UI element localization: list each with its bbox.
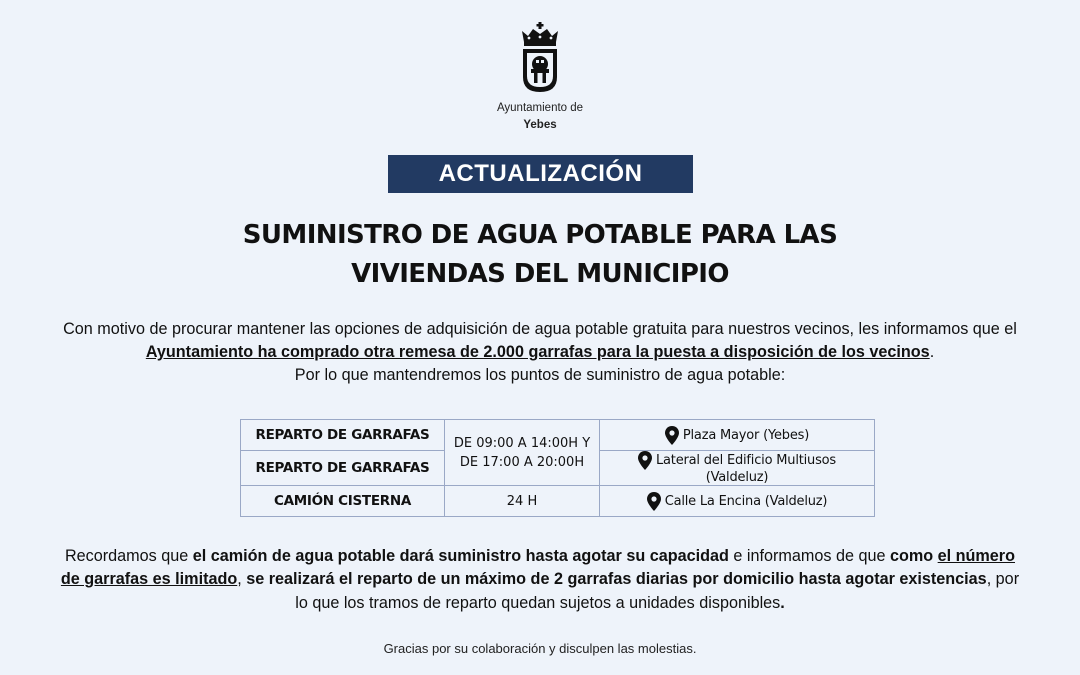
map-pin-icon [638,451,652,470]
notice-text: , [237,570,247,588]
intro-line2-end: . [929,343,935,361]
notice-emphasis: se realizará el reparto de un máximo de 2 garrafas diarias por domicilio hasta agotar existencias [246,570,987,588]
intro-line1: Con motivo de procurar mantener las opciones de adquisición de agua potable gratuita para nuestros vecinos, les informamos que el [63,320,1017,338]
notice-line2 [0,568,1080,591]
notice-line3 [0,592,1080,615]
supply-points-table [240,419,875,517]
notice-emphasis: como [889,547,938,565]
intro-line2 [0,341,1080,364]
page-title-line2: VIVIENDAS DEL MUNICIPIO [351,259,729,289]
location-label: Plaza Mayor (Yebes) [682,427,810,443]
location-cell [600,451,875,486]
map-pin-icon [647,492,661,511]
hours-cell: 24 H [445,486,600,517]
notice-text: , por [986,570,1020,588]
intro-line3: Por lo que mantendremos los puntos de suministro de agua potable: [294,366,786,384]
org-name-line2: Yebes [523,119,557,131]
hours-cell [445,420,600,486]
table-row [241,486,875,517]
service-cell: REPARTO DE GARRAFAS [241,420,445,451]
notice-line1 [0,545,1080,568]
hours-line2: DE 17:00 A 20:00H [459,454,585,470]
location-cell [600,420,875,451]
map-pin-icon [665,426,679,445]
location-label: Lateral del Edificio Multiusos (Valdeluz) [656,453,836,485]
coat-of-arms-icon [518,22,562,94]
service-cell: CAMIÓN CISTERNA [241,486,445,517]
page-title-line1: SUMINISTRO DE AGUA POTABLE PARA LAS [242,220,838,250]
location-cell [600,486,875,517]
notice-text: e informamos de que [728,547,890,565]
org-name-line1: Ayuntamiento de [496,102,584,114]
service-cell: REPARTO DE GARRAFAS [241,451,445,486]
notice-underlined: el número [937,547,1015,565]
footer-thanks: Gracias por su colaboración y disculpen las molestias. [383,641,697,656]
notice-emphasis: el camión de agua potable dará suministro hasta agotar su capacidad [192,547,729,565]
hours-line1: DE 09:00 A 14:00H Y [453,435,591,451]
notice-text: Recordamos que [64,547,193,565]
notice-emphasis: . [780,594,785,612]
notice-text: lo que los tramos de reparto quedan sujetos a unidades disponibles [295,594,781,612]
location-label: Calle La Encina (Valdeluz) [664,493,828,509]
update-banner: ACTUALIZACIÓN [388,155,693,193]
table-row [241,420,875,451]
notice-underlined: de garrafas es limitado [60,570,238,588]
intro-highlight: Ayuntamiento ha comprado otra remesa de 2.000 garrafas para la puesta a disposición de los vecinos [145,343,930,361]
